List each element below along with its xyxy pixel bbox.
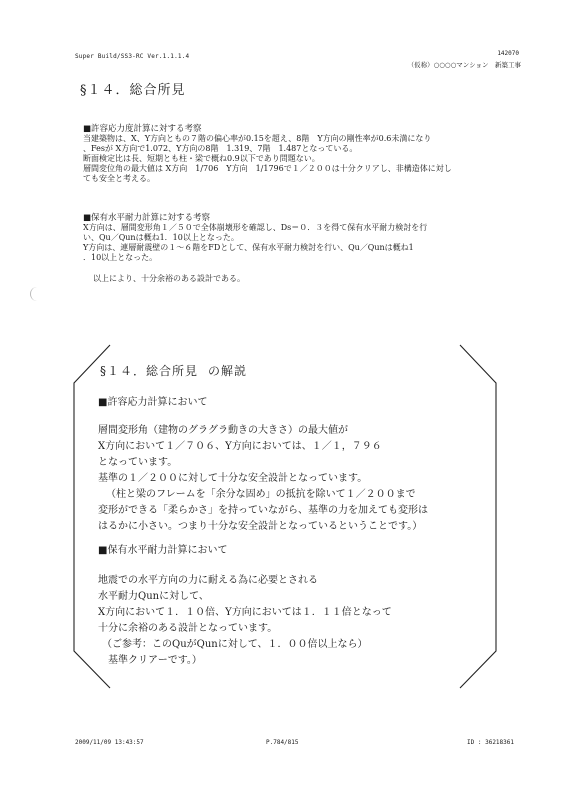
horizontal-line: X方向は、層間変形角１／５０で全体崩壊形を確認し、Ds＝０．３を得て保有水平耐力検討を行 bbox=[83, 223, 428, 232]
conclusion-text: 以上により、十分余裕のある設計である。 bbox=[93, 274, 245, 283]
commentary-horizontal-line: 水平耐力Qunに対して、 bbox=[98, 591, 209, 602]
commentary-title-main: §１４．総合所見 bbox=[100, 364, 199, 378]
commentary-allowable-line: X方向において１／７０６、Y方向においては、１／１，７９６ bbox=[98, 441, 382, 452]
allowable-line: 当建築物は、X、Y方向ともの７階の偏心率が0.15を超え、8階 Y方向の剛性率が0.6未満になり bbox=[83, 134, 432, 143]
commentary-horizontal-heading: ■保有水平耐力計算において bbox=[98, 545, 228, 556]
horizontal-line: ．10以上となった。 bbox=[83, 253, 158, 262]
commentary-horizontal-line: 十分に余裕のある設計となっています。 bbox=[98, 623, 278, 634]
horizontal-capacity-heading: ■保有水平耐力計算に対する考察 bbox=[83, 213, 211, 223]
horizontal-line: Y方向は、連層耐震壁の１～６階をFDとして、保有水平耐力検討を行い、Qu／Qunは概ね1 bbox=[83, 243, 414, 252]
project-name: （仮称）○○○○マンション 新築工事 bbox=[407, 61, 521, 69]
commentary-title bbox=[100, 362, 247, 379]
allowable-line: ても安全と考える。 bbox=[83, 174, 155, 183]
section-title: §１４．総合所見 bbox=[80, 83, 186, 98]
commentary-horizontal-line: （ご参考：このQuがQunに対して、１．００倍以上なら） bbox=[102, 639, 368, 650]
page-number: P.784/815 bbox=[266, 739, 299, 746]
commentary-allowable-line: （柱と梁のフレームを「余分な固め」の抵抗を除いて１／２００まで bbox=[106, 489, 416, 500]
allowable-stress-section bbox=[83, 124, 523, 184]
commentary-title-suffix: の解説 bbox=[208, 364, 248, 378]
commentary-horizontal-section bbox=[98, 543, 488, 669]
software-version: Super Build/SS3-RC Ver.1.1.1.4 bbox=[75, 53, 190, 60]
horizontal-capacity-section bbox=[83, 213, 523, 284]
commentary-allowable-line: となっています。 bbox=[98, 457, 178, 468]
commentary-horizontal-line: 地震での水平方向の力に耐える為に必要とされる bbox=[98, 575, 318, 586]
allowable-line: 、Fesが X方向で1.072、Y方向の8階 1.319、7階 1.487となっている。 bbox=[83, 144, 358, 153]
document-id: ID : 36218361 bbox=[467, 739, 514, 746]
horizontal-line: い、Qu／Qunは概ね1．10以上となった。 bbox=[83, 233, 239, 242]
commentary-allowable-line: はるかに小さい。つまり十分な安全設計となっているということです。） bbox=[98, 521, 423, 532]
allowable-stress-heading: ■許容応力度計算に対する考察 bbox=[83, 124, 202, 134]
commentary-allowable-section bbox=[98, 395, 488, 535]
allowable-line: 層間変位角の最大値は X方向 1/706 Y方向 1/1796で１／２００は十分クリアし、非構造体に対し bbox=[83, 164, 452, 173]
commentary-allowable-heading: ■許容応力計算において bbox=[98, 397, 208, 408]
allowable-line: 断面検定比は長、短期とも柱・梁で概ね0.9以下であり問題ない。 bbox=[83, 154, 320, 163]
commentary-horizontal-line: X方向において１．１０倍、Y方向においては１．１１倍となって bbox=[98, 607, 392, 618]
document-code: 142070 bbox=[497, 50, 519, 57]
commentary-allowable-line: 基準の１／２００に対して十分な安全設計となっています。 bbox=[98, 473, 368, 484]
scan-mark bbox=[30, 287, 41, 301]
print-timestamp: 2009/11/09 13:43:57 bbox=[75, 739, 144, 746]
commentary-allowable-line: 層間変形角（建物のグラグラ動きの大きさ）の最大値が bbox=[98, 425, 348, 436]
commentary-horizontal-line: 基準クリアーです。） bbox=[98, 655, 202, 666]
commentary-allowable-line: 変形ができる「柔らかさ」を持っていながら、基準の力を加えても変形は bbox=[98, 505, 428, 516]
